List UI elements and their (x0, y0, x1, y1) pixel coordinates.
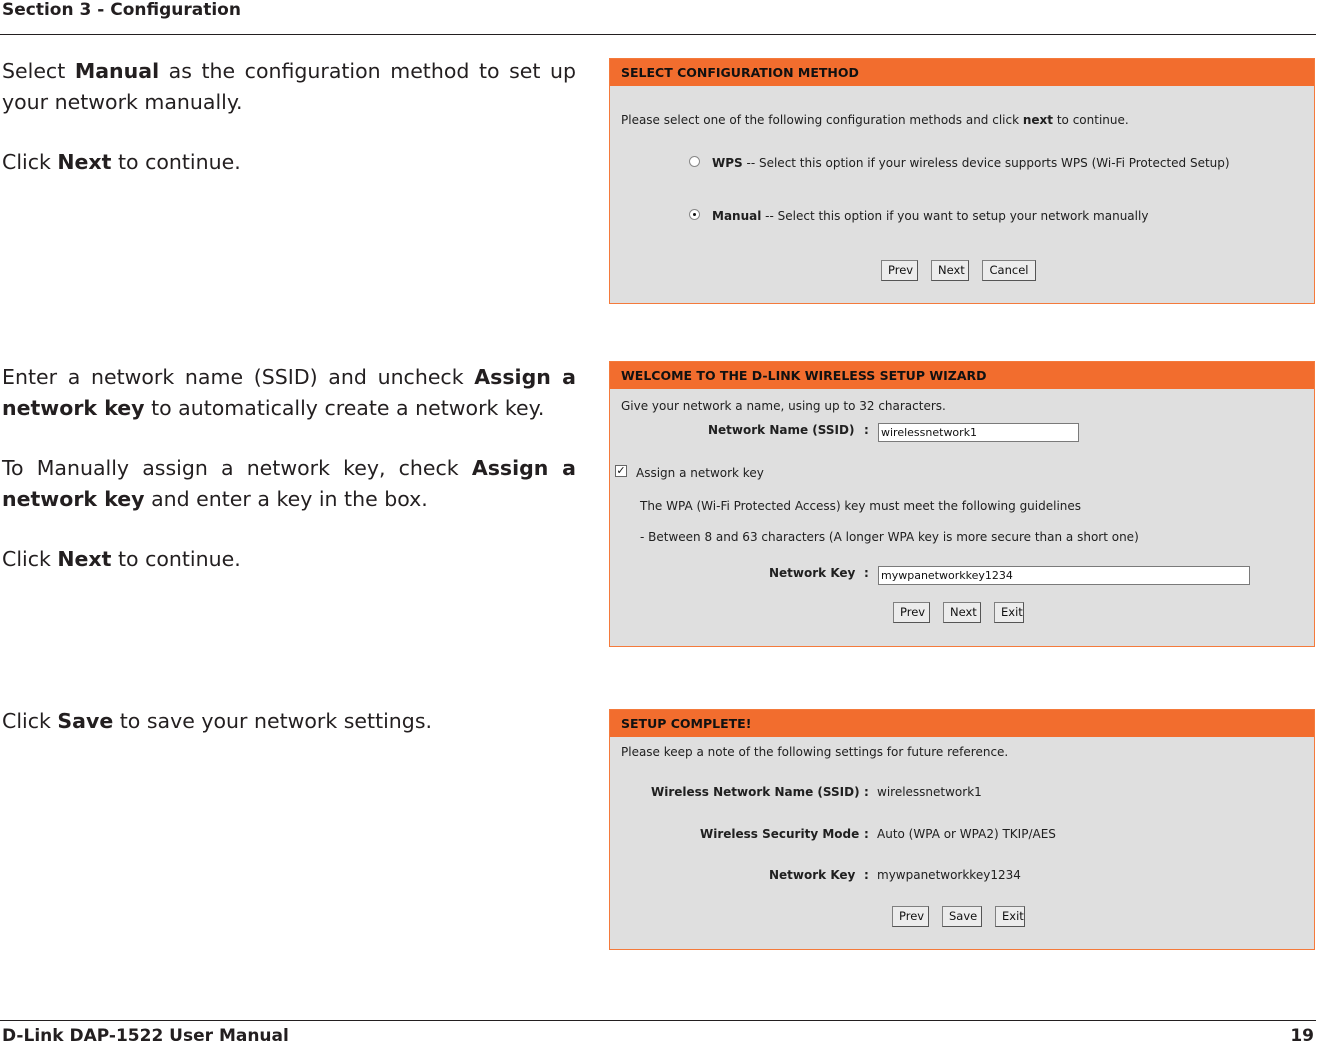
cancel-button[interactable]: Cancel (982, 260, 1036, 281)
panel-intro: Give your network a name, using up to 32 characters. (621, 399, 946, 413)
network-key-summary-value: mywpanetworkkey1234 (877, 868, 1021, 882)
instruction-paragraph: Click Save to save your network settings. (2, 709, 433, 733)
exit-button[interactable]: Exit (994, 602, 1024, 623)
footer-manual-title: D-Link DAP-1522 User Manual (2, 1026, 289, 1046)
assign-key-checkbox[interactable]: ✓ (616, 464, 626, 477)
instruction-paragraph: To Manually assign a network key, check Assign a network key and enter a key in the box. (2, 456, 576, 511)
ssid-separator: : (864, 423, 869, 437)
save-button[interactable]: Save (942, 906, 982, 927)
wireless-setup-wizard-panel (609, 361, 1315, 647)
ssid-label: Network Name (SSID) (708, 423, 855, 437)
security-mode-value: Auto (WPA or WPA2) TKIP/AES (877, 827, 1056, 841)
header-divider (0, 34, 1316, 35)
panel-title: WELCOME TO THE D-LINK WIRELESS SETUP WIZARD (610, 362, 1314, 389)
next-button[interactable]: Next (931, 260, 969, 281)
emphasis: Next (57, 547, 112, 571)
emphasis: Next (57, 150, 112, 174)
guideline-text: The WPA (Wi-Fi Protected Access) key must meet the following guidelines (640, 499, 1082, 513)
section-title: Section 3 - Configuration (2, 0, 241, 20)
select-config-method-panel (609, 58, 1315, 304)
wps-option-label: WPS -- Select this option if your wireless device supports WPS (Wi-Fi Protected Setup) (712, 156, 1230, 170)
ssid-summary-label: Wireless Network Name (SSID) (651, 785, 860, 799)
wps-radio[interactable] (689, 156, 700, 167)
next-button[interactable]: Next (943, 602, 981, 623)
instruction-paragraph: Select Manual as the configuration method to set up your network manually. (2, 59, 576, 114)
panel-intro: Please keep a note of the following settings for future reference. (621, 745, 1009, 759)
manual-radio[interactable] (689, 209, 700, 220)
emphasis: Save (57, 709, 114, 733)
emphasis: Manual (74, 59, 160, 83)
ssid-summary-value: wirelessnetwork1 (877, 785, 982, 799)
instruction-paragraph: Click Next to continue. (2, 150, 241, 174)
network-key-separator: : (864, 566, 869, 580)
prev-button[interactable]: Prev (893, 602, 930, 623)
network-key-summary-separator: : (864, 868, 869, 882)
footer-divider (0, 1020, 1316, 1021)
panel-title: SETUP COMPLETE! (610, 710, 1314, 737)
assign-key-label: Assign a network key (636, 466, 764, 480)
security-mode-label: Wireless Security Mode (700, 827, 860, 841)
page-number: 19 (1290, 1026, 1314, 1046)
instructions-step-2 (2, 362, 576, 604)
guideline-text: - Between 8 and 63 characters (A longer WPA key is more secure than a short one) (640, 530, 1139, 544)
network-key-summary-label: Network Key (769, 868, 856, 882)
manual-option-label: Manual -- Select this option if you want to setup your network manually (712, 209, 1149, 223)
security-mode-separator: : (864, 827, 869, 841)
network-key-label: Network Key (769, 566, 856, 580)
exit-button[interactable]: Exit (995, 906, 1025, 927)
instructions-step-3 (2, 706, 576, 766)
emphasis: Assign a network key (2, 365, 576, 420)
panel-intro: Please select one of the following configuration methods and click next to continue. (621, 113, 1129, 127)
panel-title: SELECT CONFIGURATION METHOD (610, 59, 1314, 86)
instruction-paragraph: Enter a network name (SSID) and uncheck Assign a network key to automatically create a network key. (2, 365, 576, 420)
instructions-step-1 (2, 56, 576, 207)
setup-complete-panel (609, 709, 1315, 950)
emphasis: next (1022, 113, 1054, 127)
emphasis: Assign a network key (2, 456, 576, 511)
prev-button[interactable]: Prev (881, 260, 918, 281)
ssid-input[interactable]: wirelessnetwork1 (878, 423, 1079, 442)
ssid-summary-separator: : (864, 785, 869, 799)
instruction-paragraph: Click Next to continue. (2, 547, 241, 571)
network-key-input[interactable]: mywpanetworkkey1234 (878, 566, 1250, 585)
prev-button[interactable]: Prev (892, 906, 929, 927)
